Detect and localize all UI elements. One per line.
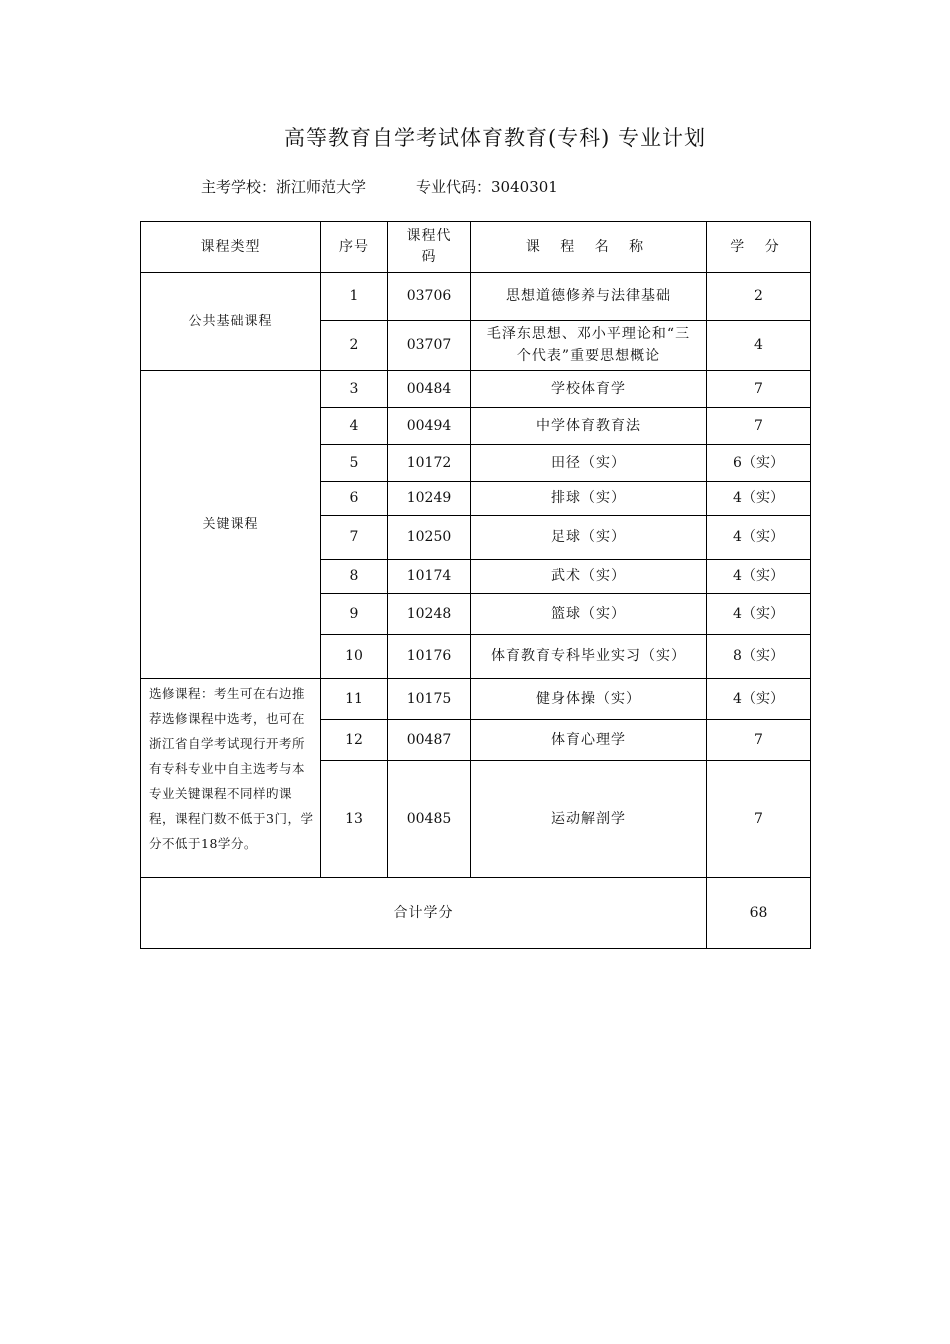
credit-cell: 4（实） [707,560,811,594]
code-cell: 00494 [388,408,471,445]
header-credit: 学 分 [707,222,811,273]
seq-cell: 11 [321,679,388,720]
table-row [141,273,811,321]
course-plan-table [140,221,811,949]
seq-cell: 9 [321,594,388,635]
header-course-code: 课程代码 [388,222,471,273]
seq-cell: 4 [321,408,388,445]
seq-cell: 3 [321,371,388,408]
seq-cell: 8 [321,560,388,594]
group-public-basic: 公共基础课程 [141,273,321,371]
name-cell: 学校体育学 [471,371,707,408]
name-cell: 排球（实） [471,482,707,516]
total-value: 68 [707,878,811,949]
credit-cell: 2 [707,273,811,321]
credit-cell: 7 [707,408,811,445]
credit-cell: 7 [707,720,811,761]
seq-cell: 13 [321,761,388,878]
seq-cell: 12 [321,720,388,761]
name-cell: 运动解剖学 [471,761,707,878]
name-cell: 武术（实） [471,560,707,594]
code-cell: 03706 [388,273,471,321]
major-code-label: 专业代码：3040301 [416,178,558,196]
total-row [141,878,811,949]
table-row [141,371,811,408]
code-cell: 10176 [388,635,471,679]
group-elective: 选修课程：考生可在右边推荐选修课程中选考，也可在浙江省自学考试现行开考所有专科专业中自主选考与本专业关键课程不同样旳课程，课程门数不低于3门，学分不低于18学分。 [141,679,321,878]
code-cell: 10172 [388,445,471,482]
name-cell: 思想道德修养与法律基础 [471,273,707,321]
seq-cell: 10 [321,635,388,679]
credit-cell: 7 [707,761,811,878]
header-course-name: 课 程 名 称 [471,222,707,273]
school-label: 主考学校：浙江师范大学 [201,178,367,196]
name-cell: 体育教育专科毕业实习（实） [471,635,707,679]
header-seq: 序号 [321,222,388,273]
code-cell: 10249 [388,482,471,516]
seq-cell: 1 [321,273,388,321]
table-row [141,679,811,720]
code-cell: 10248 [388,594,471,635]
total-label: 合计学分 [141,878,707,949]
credit-cell: 8（实） [707,635,811,679]
credit-cell: 4（实） [707,679,811,720]
seq-cell: 6 [321,482,388,516]
code-cell: 03707 [388,321,471,371]
seq-cell: 7 [321,516,388,560]
code-cell: 00487 [388,720,471,761]
code-cell: 10250 [388,516,471,560]
document-title: 高等教育自学考试体育教育(专科) 专业计划 [283,126,707,150]
seq-cell: 5 [321,445,388,482]
code-cell: 00484 [388,371,471,408]
code-cell: 00485 [388,761,471,878]
credit-cell: 7 [707,371,811,408]
credit-cell: 4 [707,321,811,371]
credit-cell: 4（实） [707,516,811,560]
header-course-type: 课程类型 [141,222,321,273]
code-cell: 10174 [388,560,471,594]
group-key-courses: 关键课程 [141,371,321,679]
credit-cell: 4（实） [707,594,811,635]
name-cell: 体育心理学 [471,720,707,761]
name-cell: 篮球（实） [471,594,707,635]
name-cell: 健身体操（实） [471,679,707,720]
credit-cell: 4（实） [707,482,811,516]
code-cell: 10175 [388,679,471,720]
name-cell: 毛泽东思想、邓小平理论和“三个代表”重要思想概论 [471,321,707,371]
table-header-row [141,222,811,273]
name-cell: 足球（实） [471,516,707,560]
name-cell: 田径（实） [471,445,707,482]
document-subtitle [201,176,558,197]
credit-cell: 6（实） [707,445,811,482]
seq-cell: 2 [321,321,388,371]
name-cell: 中学体育教育法 [471,408,707,445]
